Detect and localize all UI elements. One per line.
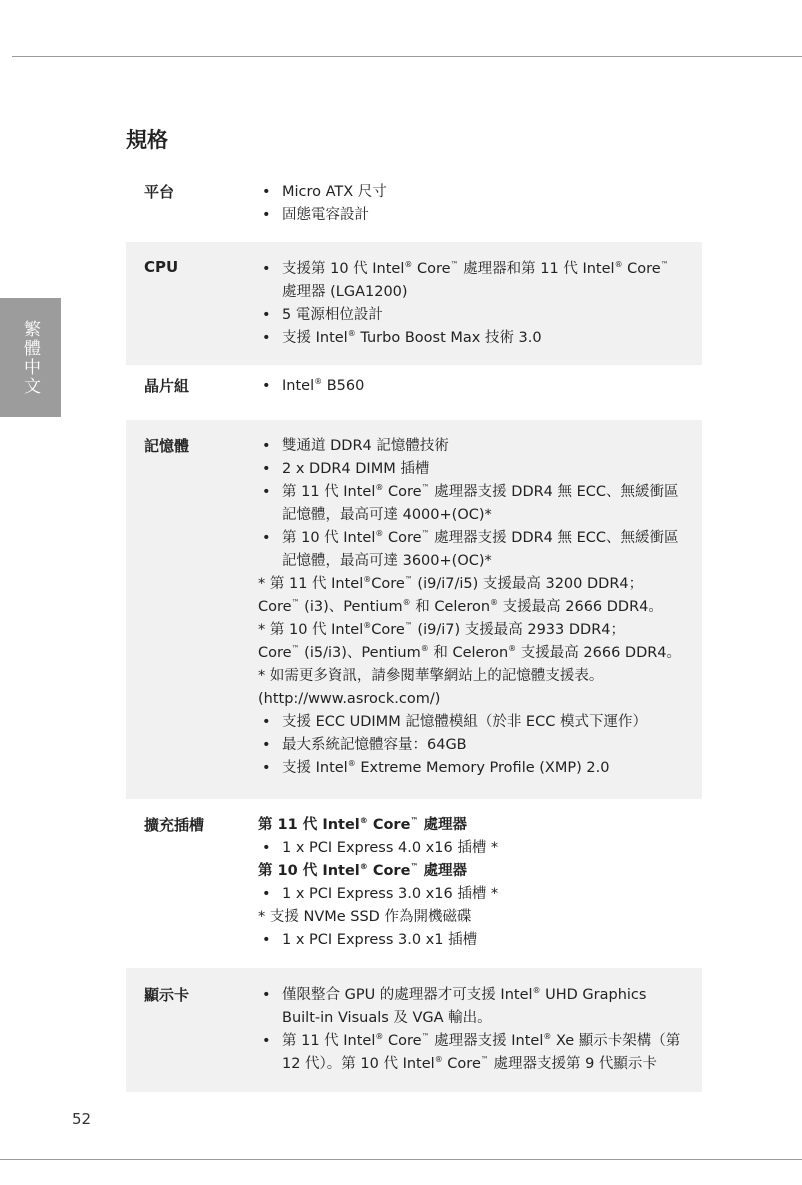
spec-line: • 支援第 10 代 Intel® Core™ 處理器和第 11 代 Intel® Core™ bbox=[258, 258, 702, 281]
footer-rule bbox=[0, 1159, 802, 1160]
language-tab-label: 繁體中文 bbox=[20, 319, 40, 396]
spec-line: Built-in Visuals 及 VGA 輸出。 bbox=[282, 1010, 492, 1026]
spec-line: • 固態電容設計 bbox=[258, 204, 702, 227]
spec-label: 平台 bbox=[144, 183, 175, 201]
spec-label: 晶片組 bbox=[144, 377, 190, 395]
spec-line: 第 11 代 Intel® Core™ 處理器 bbox=[258, 816, 467, 833]
spec-line: 12 代）。第 10 代 Intel® Core™ 處理器支援第 9 代顯示卡 bbox=[282, 1055, 657, 1072]
spec-line: • 第 11 代 Intel® Core™ 處理器支援 Intel® Xe 顯示卡架構（第 bbox=[258, 1030, 702, 1053]
spec-content bbox=[258, 435, 702, 799]
spec-row-expansion bbox=[126, 799, 702, 968]
spec-line: • 第 10 代 Intel® Core™ 處理器支援 DDR4 無 ECC、無緩衝區 bbox=[258, 527, 702, 550]
spec-content bbox=[258, 375, 702, 420]
spec-content bbox=[258, 814, 702, 968]
spec-label: 顯示卡 bbox=[144, 986, 190, 1004]
spec-row-chipset bbox=[126, 365, 702, 420]
spec-line: 記憶體，最高可達 3600+(OC)* bbox=[282, 553, 492, 569]
spec-line: • 支援 Intel® Turbo Boost Max 技術 3.0 bbox=[258, 327, 702, 350]
spec-row-platform bbox=[126, 172, 702, 242]
spec-line: • 1 x PCI Express 3.0 x1 插槽 bbox=[258, 929, 702, 952]
spec-label: 記憶體 bbox=[144, 437, 190, 455]
spec-line: • 支援 Intel® Extreme Memory Profile (XMP) 2.0 bbox=[258, 757, 702, 780]
spec-line: • Micro ATX 尺寸 bbox=[258, 181, 702, 204]
spec-row-cpu bbox=[126, 242, 702, 365]
spec-line: • 第 11 代 Intel® Core™ 處理器支援 DDR4 無 ECC、無緩衝區 bbox=[258, 481, 702, 504]
spec-label: CPU bbox=[144, 258, 179, 276]
spec-content bbox=[258, 258, 702, 365]
spec-row-graphics bbox=[126, 968, 702, 1092]
spec-label: 擴充插槽 bbox=[144, 816, 205, 834]
page-title: 規格 bbox=[126, 128, 168, 152]
spec-content bbox=[258, 181, 702, 242]
spec-line: • 1 x PCI Express 4.0 x16 插槽 * bbox=[258, 837, 702, 860]
spec-line: 處理器 (LGA1200) bbox=[282, 284, 408, 300]
spec-row-memory bbox=[126, 420, 702, 799]
spec-line: * 支援 NVMe SSD 作為開機磁碟 bbox=[258, 909, 472, 925]
spec-line: • 1 x PCI Express 3.0 x16 插槽 * bbox=[258, 883, 702, 906]
spec-line: • 最大系統記憶體容量：64GB bbox=[258, 734, 702, 757]
language-tab bbox=[0, 298, 61, 417]
spec-line: * 第 10 代 Intel®Core™ (i9/i7) 支援最高 2933 DDR4； bbox=[258, 621, 625, 638]
spec-line: • 5 電源相位設計 bbox=[258, 304, 702, 327]
spec-line: • 僅限整合 GPU 的處理器才可支援 Intel® UHD Graphics bbox=[258, 984, 702, 1007]
page-number: 52 bbox=[72, 1110, 92, 1128]
spec-content bbox=[258, 984, 702, 1092]
spec-line: 第 10 代 Intel® Core™ 處理器 bbox=[258, 862, 467, 879]
spec-line: Core™ (i5/i3)、Pentium® 和 Celeron® 支援最高 2666 DDR4。 bbox=[258, 644, 682, 661]
spec-table bbox=[126, 172, 702, 1092]
spec-line: • Intel® B560 bbox=[258, 375, 702, 398]
spec-line: * 第 11 代 Intel®Core™ (i9/i7/i5) 支援最高 3200 DDR4； bbox=[258, 575, 644, 592]
header-rule bbox=[12, 56, 802, 57]
spec-line: (http://www.asrock.com/) bbox=[258, 691, 441, 707]
spec-line: • 2 x DDR4 DIMM 插槽 bbox=[258, 458, 702, 481]
spec-line: • 支援 ECC UDIMM 記憶體模組（於非 ECC 模式下運作） bbox=[258, 711, 702, 734]
spec-line: • 雙通道 DDR4 記憶體技術 bbox=[258, 435, 702, 458]
spec-line: Core™ (i3)、Pentium® 和 Celeron® 支援最高 2666 DDR4。 bbox=[258, 598, 663, 615]
spec-line: * 如需更多資訊，請參閱華擎網站上的記憶體支援表。 bbox=[258, 668, 604, 684]
spec-line: 記憶體，最高可達 4000+(OC)* bbox=[282, 507, 492, 523]
